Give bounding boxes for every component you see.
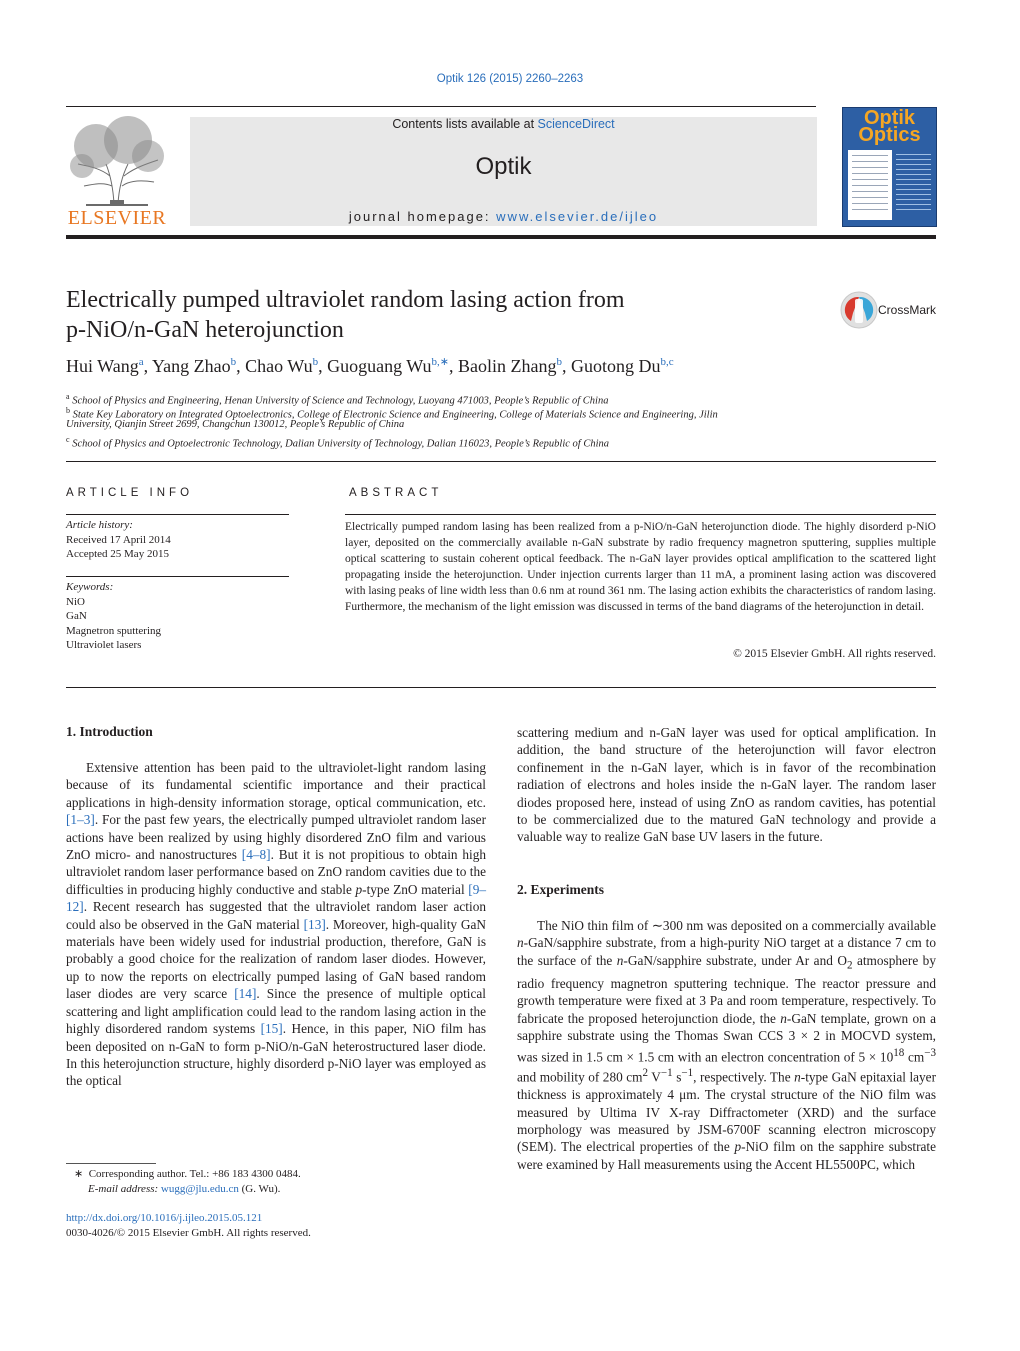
author-affiliation-mark[interactable]: a	[138, 356, 144, 368]
abstract-text: Electrically pumped random lasing has been realized from a p-NiO/n-GaN heterojunction diode. The highly disorderd p-NiO layer, deposited on the commercially available n-GaN substrate by radio frequency magnetron sputtering, supplies multiple optical scattering to sustain coherent optical feedback. The n-GaN layer provides optical amplification to the scattered light propagating inside the heterojunction. Under injection currents larger than 11 mA, a prominent lasing action was discovered with lasing peaks of line width less than 0.6 nm at round 361 nm. The lasing action exhibits the characteristics of random lasing. Furthermore, the mechanism of the light emission was discussed in terms of the band diagrams of the heterojunction in detail.	[345, 521, 936, 613]
author-separator: ,	[318, 356, 328, 376]
keyword: Magnetron sputtering	[66, 624, 162, 637]
author-name: Hui Wang	[66, 356, 139, 376]
citation-link[interactable]: [1–3]	[66, 812, 95, 828]
keyword: GaN	[66, 610, 87, 622]
author-name: Guoguang Wu	[327, 356, 432, 376]
author-name: Guotong Du	[570, 356, 661, 376]
abstract-label: ABSTRACT	[349, 487, 443, 499]
introduction-continued: scattering medium and n-GaN layer was used for optical amplification. In addition, the band structure of the heterojunction will favor electron confinement in the n-GaN layer, which is in favor of the recombination radiation of electrons and holes inside the n-GaN layer. The random laser diodes proposed here, instead of using ZnO as random cavities, has potential to be commercialized due to the matured GaN technology and provide a valuable way to realize GaN base UV lasers in the future.	[517, 725, 936, 845]
doi-link[interactable]: http://dx.doi.org/10.1016/j.ijleo.2015.05.121	[66, 1212, 263, 1224]
email-link[interactable]: wugg@jlu.edu.cn	[160, 1183, 239, 1195]
journal-reference[interactable]: Optik 126 (2015) 2260–2263	[436, 73, 584, 85]
citation-link[interactable]: [9–12]	[66, 881, 487, 915]
elsevier-wordmark: ELSEVIER	[67, 207, 167, 229]
citation-link[interactable]: [13]	[303, 916, 326, 932]
section-heading-experiments: 2. Experiments	[517, 882, 604, 897]
affiliation-rule	[66, 461, 936, 462]
citation-link[interactable]: [15]	[260, 1021, 283, 1037]
keyword: Ultraviolet lasers	[66, 639, 142, 651]
affiliation-b-cont: University, Qianjin Street 2699, Changchun 130012, People’s Republic of China	[66, 419, 405, 430]
keywords-rule	[66, 576, 289, 577]
homepage-link[interactable]: www.elsevier.de/ijleo	[496, 209, 659, 224]
citation-link[interactable]: [14]	[234, 986, 257, 1002]
introduction-text: Extensive attention has been paid to the ultraviolet-light random lasing because of its fundamental scientific importance and their practical applications in high-density information storage, optical communication, etc. [1–3]. For the past few years, the electrically pumped ultraviolet random laser actions have been realized by using highly disordered ZnO film and various ZnO micro- and nanostructures [4–8]. But it is not propitious to obtain high ultraviolet random laser performance based on ZnO random cavities due to the difficulties in producing highly conductive and stable p-type ZnO material [9–12]. Recent research has suggested that the ultraviolet random laser action could also be observed in the GaN material [13]. Moreover, high-quality GaN materials have been widely used for industrial production, therefore, GaN is probably a good choice for the realization of random laser diodes. However, up to now the reports on electrically pumped lasing of GaN based random laser diodes are very scarce [14]. Since the presence of multiple optical scattering and light amplification could lead to the random lasing action in the highly disordered random systems [15]. Hence, in this paper, NiO film has been deposited on n-GaN to form p-NiO/n-GaN heterostructured laser diode. In this heterojunction structure, highly disorderd p-NiO layer was employed as the optical	[66, 760, 487, 1089]
article-info-label: ARTICLE INFO	[66, 487, 194, 499]
corresponding-author-note: ∗ Corresponding author. Tel.: +86 183 4300 0484. E-mail address: wugg@jlu.edu.cn (G. Wu).	[74, 1168, 301, 1195]
article-info-rule	[66, 514, 289, 515]
cover-content-block	[848, 150, 892, 220]
author-separator: ,	[448, 356, 458, 376]
sciencedirect-link[interactable]: ScienceDirect	[537, 117, 615, 131]
footnote-rule	[66, 1163, 156, 1164]
author-name: Baolin Zhang	[457, 356, 557, 376]
article-title: Electrically pumped ultraviolet random lasing action from p-NiO/n-GaN heterojunction	[66, 287, 625, 343]
cover-side-text	[896, 154, 931, 214]
keywords-block: Keywords: NiO GaN Magnetron sputtering Ultraviolet lasers	[66, 580, 289, 653]
author-separator: ,	[561, 356, 571, 376]
abstract-bottom-rule	[66, 687, 936, 688]
author-affiliation-mark[interactable]: b	[556, 356, 562, 368]
author-name: Yang Zhao	[151, 356, 231, 376]
citation-link[interactable]: [4–8]	[241, 847, 271, 863]
experiments-text: The NiO thin film of ∼300 nm was deposited on a commercially available n-GaN/sapphire substrate, from a high-purity NiO target at a distance 7 cm to the surface of the n-GaN/sapphire substrate, under Ar and $O_2$ atmosphere by radio frequency magnetron sputtering technique. The reactor pressure and growth temperature were fixed at 3 Pa and room temperature, respectively. To fabricate the proposed heterojunction diode, the n-GaN template, grown on a sapphire substrate using the Thomas Swan CCS 3 × 2 in MOCVD system, was sized in 1.5 cm × 1.5 cm with an electron concentration of $5 \times 10^{18}$ $cm^{-3}$ and mobility of 280 $cm^2$ $V^{-1}$ $s^{-1}$, respectively. The n-type GaN epitaxial layer thickness is approximately 4 μm. The crystal structure of the NiO film was measured by Ultima IV X-ray Diffractometer (XRD) and the surface morphology was measured by JSM-6700F scanning electron microscopy (SEM). The electrical properties of the p-NiO film on the sapphire substrate were examined by Hall measurements using the Accent HL5500PC, which	[517, 918, 937, 1172]
journal-homepage: journal homepage: www.elsevier.de/ijleo	[348, 209, 659, 224]
keyword: NiO	[66, 595, 85, 608]
abstract-rule	[345, 514, 936, 515]
affiliation-a: $^a$ School of Physics and Engineering, Henan University of Science and Technology, Luoyang 471003, People’s Republic of China	[66, 392, 609, 407]
header-top-rule	[66, 106, 816, 107]
affiliation-b: $^b$ State Key Laboratory on Integrated Optoelectronics, College of Electronic Science and Engineering, College of Materials Science and Engineering, Jilin	[66, 406, 718, 421]
author-affiliation-mark[interactable]: b	[230, 356, 237, 368]
doi-block: http://dx.doi.org/10.1016/j.ijleo.2015.05.121 0030-4026/© 2015 Elsevier GmbH. All rights reserved.	[66, 1212, 311, 1239]
affiliation-c: $^c$ School of Physics and Optoelectronic Technology, Dalian University of Technology, Dalian 116023, People’s Republic of China	[66, 435, 609, 450]
author-list	[66, 355, 674, 377]
abstract-copyright: © 2015 Elsevier GmbH. All rights reserved.	[733, 648, 936, 660]
crossmark-label[interactable]: CrossMark	[878, 303, 937, 317]
author-affiliation-mark[interactable]: b,c	[660, 356, 674, 368]
journal-name: Optik	[475, 153, 532, 180]
author-name: Chao Wu	[245, 356, 313, 376]
journal-cover-thumbnail	[842, 107, 937, 227]
author-affiliation-mark[interactable]: b,∗	[431, 356, 449, 368]
author-affiliation-mark[interactable]: b	[312, 356, 319, 368]
section-heading-introduction: 1. Introduction	[66, 724, 153, 739]
author-separator: ,	[143, 356, 152, 376]
contents-line: Contents lists available at ScienceDirect	[392, 117, 615, 131]
header-bottom-rule	[66, 235, 936, 239]
article-history: Article history: Received 17 April 2014 Accepted 25 May 2015	[66, 519, 171, 560]
cover-title: Optik Optics	[858, 107, 921, 146]
author-separator: ,	[236, 356, 246, 376]
